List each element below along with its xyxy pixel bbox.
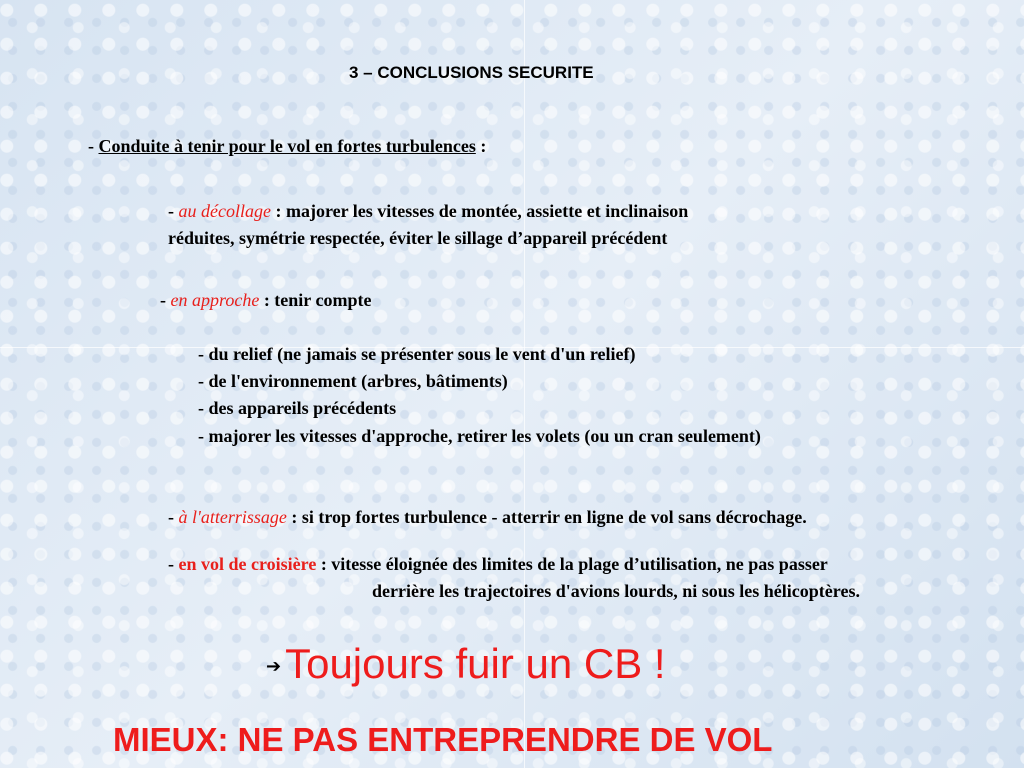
cb-warning-text: Toujours fuir un CB !: [285, 640, 666, 687]
decollage-text: : majorer les vitesses de montée, assiette et inclinaison: [270, 201, 689, 221]
dash: -: [160, 290, 171, 310]
intro-label: Conduite à tenir pour le vol en fortes turbulences: [98, 136, 476, 156]
approche-line: [160, 290, 371, 311]
decollage-keyword: au décollage: [178, 201, 271, 221]
dash: -: [168, 201, 179, 221]
atterrissage-line: [168, 507, 807, 528]
approche-text: : tenir compte: [259, 290, 372, 310]
final-recommendation: MIEUX: NE PAS ENTREPRENDRE DE VOL: [113, 721, 773, 758]
slide-title: 3 – CONCLUSIONS SECURITE: [349, 63, 594, 82]
atterrissage-keyword: à l'atterrissage: [178, 507, 287, 527]
croisiere-line1: [168, 554, 828, 575]
croisiere-keyword: en vol de croisière: [178, 554, 317, 574]
croisiere-line2: derrière les trajectoires d'avions lourds, ni sous les hélicoptères.: [372, 581, 860, 601]
approche-item-3: - des appareils précédents: [198, 398, 397, 418]
cb-warning: [266, 640, 666, 688]
arrow-right-icon: ➔: [266, 656, 282, 677]
intro-heading: [88, 136, 486, 157]
dash: -: [88, 136, 99, 156]
croisiere-text: : vitesse éloignée des limites de la plage d’utilisation, ne pas passer: [316, 554, 828, 574]
approche-keyword: en approche: [170, 290, 260, 310]
approche-item-2: - de l'environnement (arbres, bâtiments): [198, 371, 508, 391]
approche-item-1: - du relief (ne jamais se présenter sous le vent d'un relief): [198, 344, 636, 364]
colon: :: [475, 136, 487, 156]
atterrissage-text: : si trop fortes turbulence - atterrir en ligne de vol sans décrochage.: [286, 507, 807, 527]
decollage-line2: réduites, symétrie respectée, éviter le sillage d’appareil précédent: [168, 228, 668, 248]
dash: -: [168, 554, 179, 574]
dash: -: [168, 507, 179, 527]
decollage-line1: [168, 201, 688, 222]
approche-item-4: - majorer les vitesses d'approche, retirer les volets (ou un cran seulement): [198, 426, 761, 446]
